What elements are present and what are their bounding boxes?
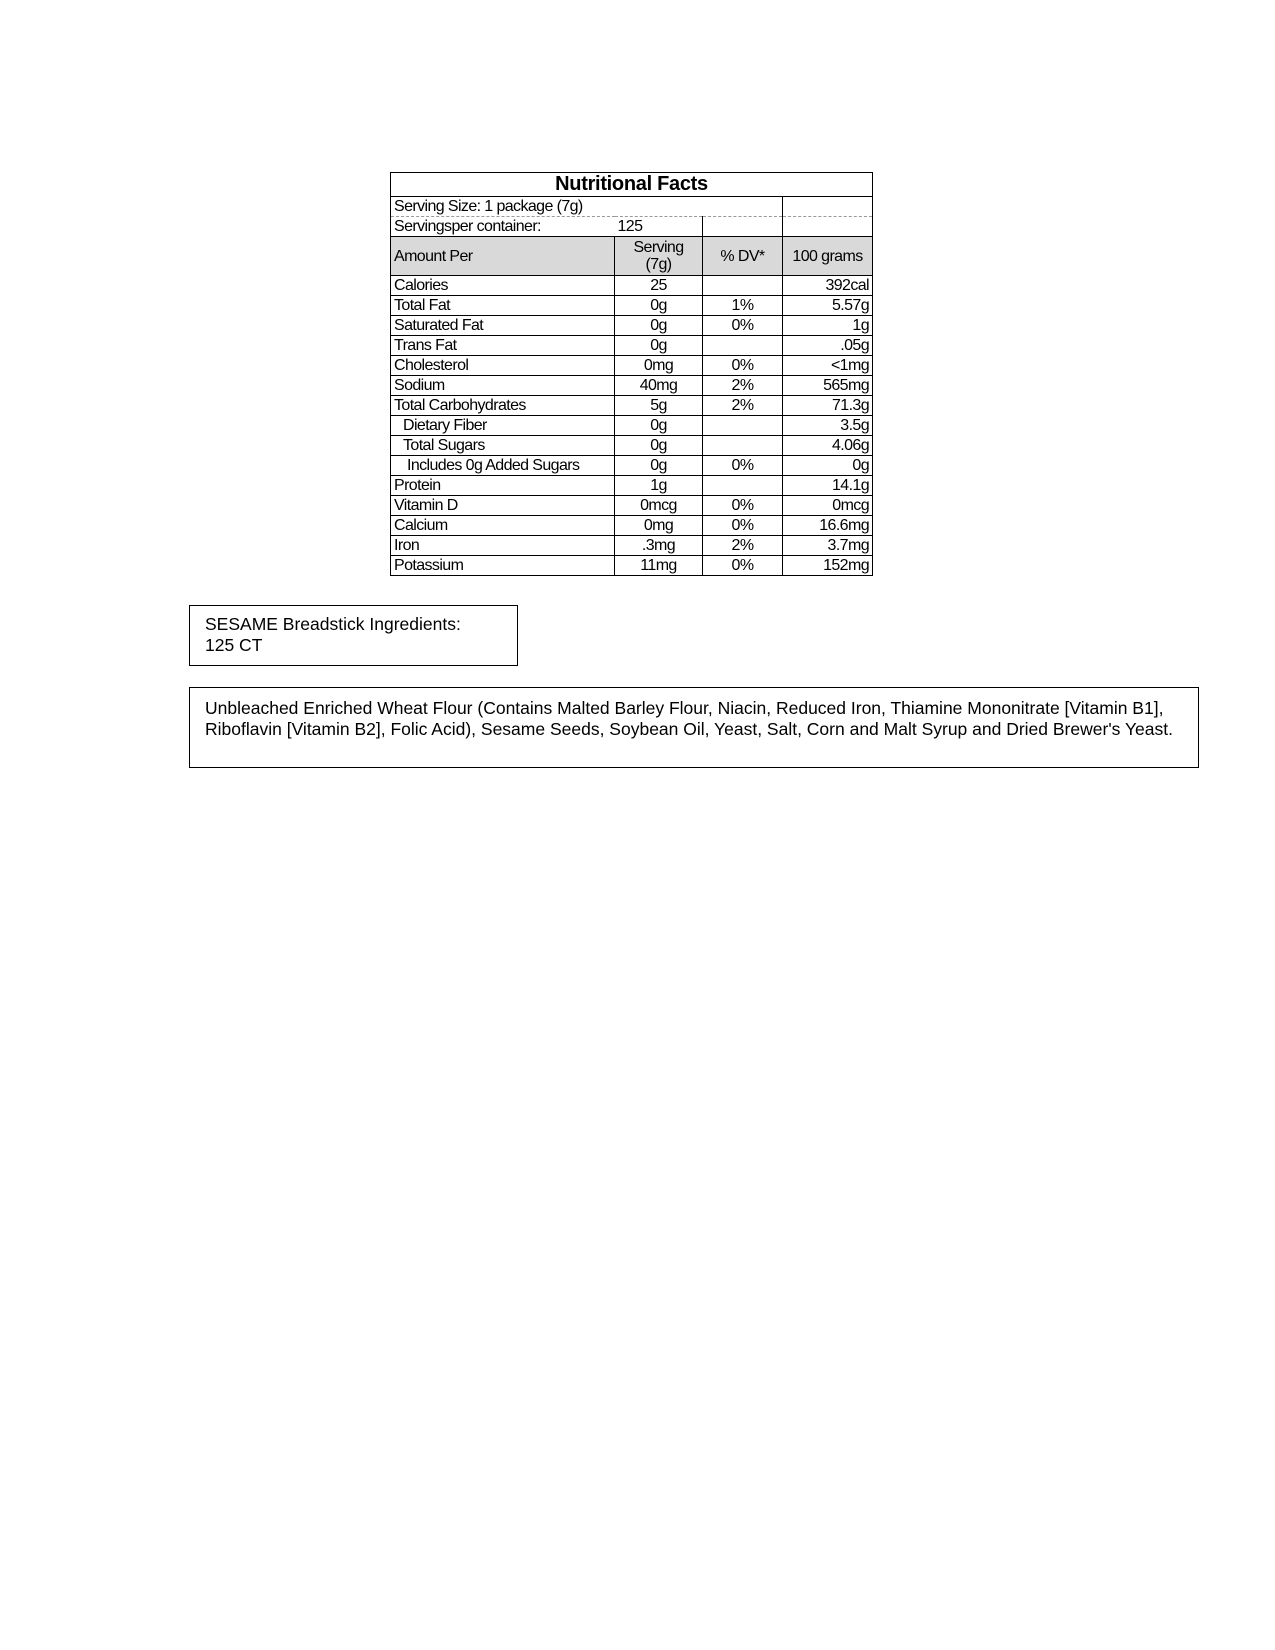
header-per-100g: 100 grams <box>783 237 873 276</box>
nutrient-name: Total Fat <box>391 296 615 316</box>
nutrient-row <box>391 456 873 476</box>
nutrient-serving: 0g <box>615 336 703 356</box>
nutrient-dv <box>703 436 783 456</box>
nutrient-dv: 0% <box>703 556 783 576</box>
nutrient-dv: 0% <box>703 316 783 336</box>
nutrient-dv: 0% <box>703 496 783 516</box>
nutrient-serving: 25 <box>615 276 703 296</box>
nutrient-name: Saturated Fat <box>391 316 615 336</box>
header-serving-line1: Serving <box>633 239 684 256</box>
nutrient-per100: 152mg <box>783 556 873 576</box>
servings-per-container-label: Servingsper container: <box>391 217 615 237</box>
header-amount-per: Amount Per <box>391 237 615 276</box>
nutrient-serving: 0mcg <box>615 496 703 516</box>
nutrient-per100: 4.06g <box>783 436 873 456</box>
nutrient-per100: 1g <box>783 316 873 336</box>
nutrient-dv <box>703 336 783 356</box>
header-serving-line2: (7g) <box>645 256 672 273</box>
nutrient-name: Total Sugars <box>391 436 615 456</box>
nutrient-dv: 2% <box>703 536 783 556</box>
nutrient-row <box>391 376 873 396</box>
nutrient-dv: 0% <box>703 516 783 536</box>
nutrient-serving: 5g <box>615 396 703 416</box>
nutrient-serving: 0g <box>615 316 703 336</box>
product-count: 125 CT <box>205 635 263 655</box>
nutrient-per100: 3.7mg <box>783 536 873 556</box>
nutrient-per100: 5.57g <box>783 296 873 316</box>
column-header-row <box>391 237 873 276</box>
nutrient-dv: 2% <box>703 376 783 396</box>
nutrient-per100: 14.1g <box>783 476 873 496</box>
nutrient-dv: 0% <box>703 356 783 376</box>
nutrient-dv: 0% <box>703 456 783 476</box>
header-serving <box>615 237 703 276</box>
nutrient-serving: 0g <box>615 296 703 316</box>
nutrient-per100: .05g <box>783 336 873 356</box>
nutrition-title: Nutritional Facts <box>391 173 873 197</box>
nutrient-serving: 11mg <box>615 556 703 576</box>
nutrient-serving: 0mg <box>615 356 703 376</box>
nutrient-serving: 0mg <box>615 516 703 536</box>
nutrient-serving: 0g <box>615 436 703 456</box>
nutrient-name: Total Carbohydrates <box>391 396 615 416</box>
nutrient-dv <box>703 476 783 496</box>
servings-per-container-value: 125 <box>615 217 703 237</box>
nutrient-name: Protein <box>391 476 615 496</box>
nutrient-row <box>391 556 873 576</box>
nutrient-name: Potassium <box>391 556 615 576</box>
nutrient-name: Vitamin D <box>391 496 615 516</box>
nutrient-row <box>391 516 873 536</box>
nutrient-per100: 0mcg <box>783 496 873 516</box>
nutrient-dv <box>703 276 783 296</box>
nutrient-per100: 3.5g <box>783 416 873 436</box>
nutrient-row <box>391 496 873 516</box>
nutrition-facts-table <box>390 172 873 576</box>
nutrient-serving: 40mg <box>615 376 703 396</box>
serving-size: Serving Size: 1 package (7g) <box>391 197 783 217</box>
nutrient-per100: 71.3g <box>783 396 873 416</box>
servings-blank-2 <box>783 217 873 237</box>
servings-blank <box>703 217 783 237</box>
nutrient-name: Cholesterol <box>391 356 615 376</box>
nutrient-dv: 2% <box>703 396 783 416</box>
nutrient-row <box>391 316 873 336</box>
nutrient-row <box>391 276 873 296</box>
ingredients-box <box>189 687 1199 768</box>
nutrient-per100: 0g <box>783 456 873 476</box>
ingredients-text: Unbleached Enriched Wheat Flour (Contains Malted Barley Flour, Niacin, Reduced Iron, Thiamine Mononitrate [Vitamin B1], Riboflavin [Vitamin B2], Folic Acid), Sesame Seeds, Soybean Oil, Yeast, Salt, Corn and Malt Syrup and Dried Brewer's Yeast. <box>205 698 1173 739</box>
nutrient-name: Calories <box>391 276 615 296</box>
header-dv: % DV* <box>703 237 783 276</box>
nutrient-serving: 1g <box>615 476 703 496</box>
product-title-box <box>189 605 518 666</box>
nutrient-row <box>391 416 873 436</box>
nutrient-per100: 16.6mg <box>783 516 873 536</box>
nutrient-name: Dietary Fiber <box>391 416 615 436</box>
nutrient-dv <box>703 416 783 436</box>
serving-size-blank <box>783 197 873 217</box>
nutrient-name: Includes 0g Added Sugars <box>391 456 615 476</box>
nutrient-per100: 565mg <box>783 376 873 396</box>
nutrient-name: Calcium <box>391 516 615 536</box>
nutrient-per100: <1mg <box>783 356 873 376</box>
nutrient-dv: 1% <box>703 296 783 316</box>
nutrient-serving: 0g <box>615 456 703 476</box>
nutrient-name: Iron <box>391 536 615 556</box>
nutrient-name: Sodium <box>391 376 615 396</box>
nutrient-row <box>391 436 873 456</box>
nutrient-row <box>391 476 873 496</box>
nutrient-name: Trans Fat <box>391 336 615 356</box>
nutrient-row <box>391 336 873 356</box>
nutrient-row <box>391 536 873 556</box>
nutrient-row <box>391 396 873 416</box>
product-title: SESAME Breadstick Ingredients: <box>205 614 461 634</box>
nutrient-serving: 0g <box>615 416 703 436</box>
nutrient-row <box>391 356 873 376</box>
nutrient-serving: .3mg <box>615 536 703 556</box>
nutrient-per100: 392cal <box>783 276 873 296</box>
nutrient-row <box>391 296 873 316</box>
